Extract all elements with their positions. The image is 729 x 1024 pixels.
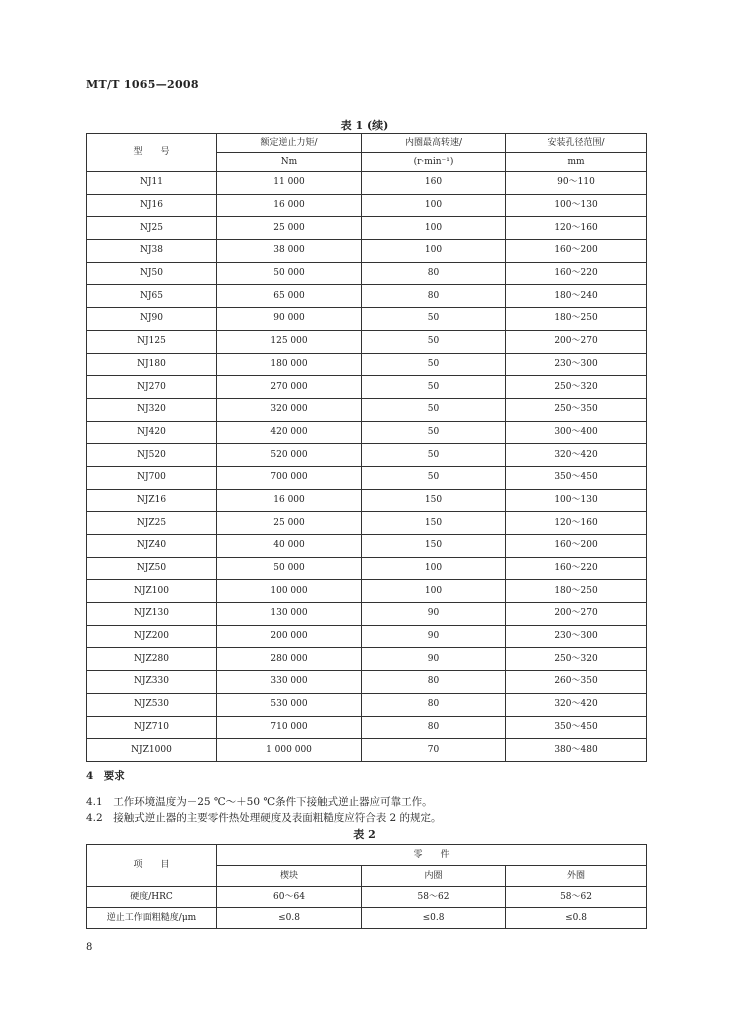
- table-cell: NJZ710: [87, 716, 217, 739]
- table-cell: NJ65: [87, 285, 217, 308]
- table-cell: NJ700: [87, 466, 217, 489]
- table-row: [87, 262, 647, 285]
- table-row: [87, 398, 647, 421]
- table-cell: 160～220: [506, 262, 647, 285]
- table-row: [87, 376, 647, 399]
- table-cell: NJZ50: [87, 557, 217, 580]
- table-row: [87, 535, 647, 558]
- table-row: [87, 285, 647, 308]
- table-cell: 50 000: [217, 557, 362, 580]
- table-row: [87, 308, 647, 331]
- table-cell: 58～62: [362, 887, 506, 908]
- table-cell: 350～450: [506, 716, 647, 739]
- table-cell: 125 000: [217, 330, 362, 353]
- table-row: [87, 648, 647, 671]
- table-cell: NJ520: [87, 444, 217, 467]
- table-cell: 520 000: [217, 444, 362, 467]
- header-parts: 零 件: [217, 845, 647, 866]
- table-cell: 100: [362, 240, 506, 263]
- standard-number: MT/T 1065—2008: [86, 78, 199, 91]
- table-row: [87, 172, 647, 195]
- table-cell: 200～270: [506, 330, 647, 353]
- table-cell: 65 000: [217, 285, 362, 308]
- table-cell: 180～250: [506, 580, 647, 603]
- header-bore-unit: mm: [506, 153, 647, 172]
- table-cell: NJ11: [87, 172, 217, 195]
- table-cell: NJZ530: [87, 693, 217, 716]
- table-cell: 硬度/HRC: [87, 887, 217, 908]
- table-cell: 16 000: [217, 489, 362, 512]
- table-row: [87, 557, 647, 580]
- table-cell: ≤0.8: [362, 908, 506, 929]
- table-cell: 200～270: [506, 603, 647, 626]
- table-cell: NJZ330: [87, 671, 217, 694]
- table-cell: 40 000: [217, 535, 362, 558]
- table-cell: 120～160: [506, 217, 647, 240]
- table-cell: 200 000: [217, 625, 362, 648]
- table-cell: 160～200: [506, 535, 647, 558]
- table-cell: 100: [362, 557, 506, 580]
- table-cell: 350～450: [506, 466, 647, 489]
- table-cell: 280 000: [217, 648, 362, 671]
- clause-4-2: 4.2 接触式逆止器的主要零件热处理硬度及表面粗糙度应符合表 2 的规定。: [86, 812, 442, 824]
- table-cell: 70: [362, 739, 506, 762]
- table-cell: 700 000: [217, 466, 362, 489]
- table-cell: 60～64: [217, 887, 362, 908]
- table1: [86, 133, 647, 762]
- table-cell: 58～62: [506, 887, 647, 908]
- table-cell: 90: [362, 603, 506, 626]
- table-row: [87, 444, 647, 467]
- table-row: [87, 330, 647, 353]
- header-model: 型 号: [87, 134, 217, 172]
- header-speed: 内圈最高转速/: [362, 134, 506, 153]
- table-cell: 150: [362, 535, 506, 558]
- table-cell: 160～220: [506, 557, 647, 580]
- table-cell: NJZ1000: [87, 739, 217, 762]
- clause-4-1: 4.1 工作环境温度为－25 ℃～＋50 ℃条件下接触式逆止器应可靠工作。: [86, 796, 433, 808]
- table-cell: NJ125: [87, 330, 217, 353]
- table-cell: 250～320: [506, 648, 647, 671]
- table-cell: 330 000: [217, 671, 362, 694]
- table-cell: 100: [362, 194, 506, 217]
- table-cell: 250～350: [506, 398, 647, 421]
- table-cell: 100: [362, 217, 506, 240]
- table-cell: 100 000: [217, 580, 362, 603]
- table-cell: NJ90: [87, 308, 217, 331]
- table-cell: 160～200: [506, 240, 647, 263]
- table-cell: NJZ280: [87, 648, 217, 671]
- table-cell: 250～320: [506, 376, 647, 399]
- table-cell: 230～300: [506, 625, 647, 648]
- table-cell: 1 000 000: [217, 739, 362, 762]
- table-cell: 90: [362, 625, 506, 648]
- table-cell: NJZ16: [87, 489, 217, 512]
- table-cell: 260～350: [506, 671, 647, 694]
- table-row: [87, 194, 647, 217]
- table-cell: NJZ200: [87, 625, 217, 648]
- table-row: [87, 217, 647, 240]
- table-cell: NJZ40: [87, 535, 217, 558]
- table-cell: NJ180: [87, 353, 217, 376]
- table-cell: 270 000: [217, 376, 362, 399]
- table-cell: 50: [362, 353, 506, 376]
- table-row: [87, 887, 647, 908]
- header-outer: 外圈: [506, 866, 647, 887]
- table-cell: 120～160: [506, 512, 647, 535]
- table-cell: ≤0.8: [506, 908, 647, 929]
- table-row: [87, 512, 647, 535]
- table-cell: 11 000: [217, 172, 362, 195]
- table1-caption: 表 1 (续): [340, 119, 389, 132]
- table-row: [87, 671, 647, 694]
- table-cell: 150: [362, 512, 506, 535]
- table-cell: NJ38: [87, 240, 217, 263]
- table-row: [87, 908, 647, 929]
- table-cell: ≤0.8: [217, 908, 362, 929]
- table-cell: NJZ130: [87, 603, 217, 626]
- table-row: [87, 603, 647, 626]
- table-cell: 100～130: [506, 194, 647, 217]
- table-cell: 16 000: [217, 194, 362, 217]
- table-row: [87, 739, 647, 762]
- header-inner: 内圈: [362, 866, 506, 887]
- table-cell: 90: [362, 648, 506, 671]
- table-cell: 25 000: [217, 217, 362, 240]
- table-cell: 380～480: [506, 739, 647, 762]
- table-cell: NJZ100: [87, 580, 217, 603]
- table-cell: 50: [362, 308, 506, 331]
- header-wedge: 楔块: [217, 866, 362, 887]
- header-torque: 额定逆止力矩/: [217, 134, 362, 153]
- table-cell: 320～420: [506, 444, 647, 467]
- table-cell: 230～300: [506, 353, 647, 376]
- table2: [86, 844, 647, 929]
- table-cell: 逆止工作面粗糙度/μm: [87, 908, 217, 929]
- table-cell: 50: [362, 398, 506, 421]
- table-cell: 180～240: [506, 285, 647, 308]
- header-speed-unit: (r·min⁻¹): [362, 153, 506, 172]
- table-cell: 80: [362, 285, 506, 308]
- table-cell: 90～110: [506, 172, 647, 195]
- table-cell: 80: [362, 671, 506, 694]
- header-torque-unit: Nm: [217, 153, 362, 172]
- table-cell: 180～250: [506, 308, 647, 331]
- table-cell: 50: [362, 421, 506, 444]
- table-cell: NJ420: [87, 421, 217, 444]
- table-row: [87, 353, 647, 376]
- table-row: [87, 240, 647, 263]
- header-item: 项 目: [87, 845, 217, 887]
- table-cell: NJZ25: [87, 512, 217, 535]
- table-cell: 80: [362, 693, 506, 716]
- table2-caption: 表 2: [353, 828, 376, 841]
- table-cell: 530 000: [217, 693, 362, 716]
- table-cell: 180 000: [217, 353, 362, 376]
- table-cell: NJ270: [87, 376, 217, 399]
- table-row: [87, 421, 647, 444]
- table1-header-row: [87, 134, 647, 153]
- table-cell: 320 000: [217, 398, 362, 421]
- table-cell: 50: [362, 330, 506, 353]
- table-cell: NJ25: [87, 217, 217, 240]
- table2-header-row: [87, 845, 647, 866]
- header-bore: 安装孔径范围/: [506, 134, 647, 153]
- table-cell: 130 000: [217, 603, 362, 626]
- table-row: [87, 716, 647, 739]
- table-cell: 25 000: [217, 512, 362, 535]
- table-cell: 50: [362, 444, 506, 467]
- table-cell: 150: [362, 489, 506, 512]
- table-row: [87, 466, 647, 489]
- table-cell: 90 000: [217, 308, 362, 331]
- table-cell: 80: [362, 716, 506, 739]
- table-cell: 160: [362, 172, 506, 195]
- table-row: [87, 489, 647, 512]
- table-cell: 420 000: [217, 421, 362, 444]
- table-cell: 50 000: [217, 262, 362, 285]
- table-cell: 100: [362, 580, 506, 603]
- table-cell: 38 000: [217, 240, 362, 263]
- table-cell: NJ320: [87, 398, 217, 421]
- table-row: [87, 580, 647, 603]
- table-row: [87, 693, 647, 716]
- table-cell: NJ50: [87, 262, 217, 285]
- table-cell: 50: [362, 376, 506, 399]
- table-cell: 50: [362, 466, 506, 489]
- table-row: [87, 625, 647, 648]
- table-cell: 100～130: [506, 489, 647, 512]
- table-cell: 710 000: [217, 716, 362, 739]
- table-cell: 320～420: [506, 693, 647, 716]
- table-cell: NJ16: [87, 194, 217, 217]
- table-cell: 80: [362, 262, 506, 285]
- page-number: 8: [86, 942, 93, 953]
- table-cell: 300～400: [506, 421, 647, 444]
- section-4-title: 4 要求: [86, 770, 125, 782]
